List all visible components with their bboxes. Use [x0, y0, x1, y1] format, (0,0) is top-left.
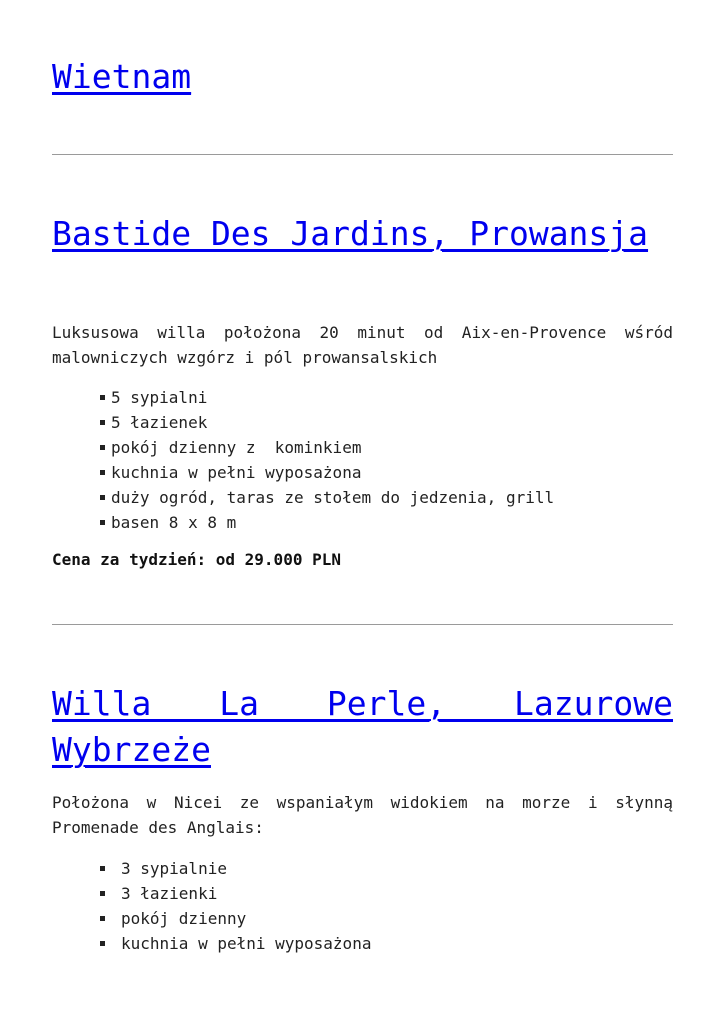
list-item-label: 5 łazienek	[111, 413, 208, 432]
bullet-icon	[100, 395, 105, 400]
title-link[interactable]: Willa La Perle, Lazurowe Wybrzeże	[52, 684, 673, 769]
list-item-label: pokój dzienny	[121, 909, 247, 928]
list-item-label: basen 8 x 8 m	[111, 513, 237, 532]
bullet-icon	[100, 470, 105, 475]
bullet-icon	[100, 866, 105, 871]
list-item-label: 5 sypialni	[111, 388, 208, 407]
list-item-label: 3 sypialnie	[121, 859, 227, 878]
title-link[interactable]: Bastide Des Jardins, Prowansja	[52, 214, 649, 253]
divider	[52, 154, 673, 155]
feature-list	[100, 856, 660, 956]
list-item	[100, 906, 660, 931]
list-item	[100, 410, 660, 435]
price-label: Cena za tydzień: od 29.000 PLN	[52, 550, 341, 569]
list-item-label: kuchnia w pełni wyposażona	[111, 463, 362, 482]
list-item-label: duży ogród, taras ze stołem do jedzenia, grill	[111, 488, 555, 507]
list-item	[100, 460, 660, 485]
section-title-wietnam[interactable]	[52, 54, 673, 100]
bullet-icon	[100, 520, 105, 525]
list-item-label: kuchnia w pełni wyposażona	[121, 934, 372, 953]
list-item	[100, 931, 660, 956]
list-item	[100, 510, 660, 535]
title-link[interactable]: Wietnam	[52, 57, 192, 96]
section-title-la-perle[interactable]	[52, 681, 673, 773]
bullet-icon	[100, 891, 105, 896]
section-description: Położona w Nicei ze wspaniałym widokiem na morze i słynną Promenade des Anglais:	[52, 793, 673, 837]
section-description: Luksusowa willa położona 20 minut od Aix-en-Provence wśród malowniczych wzgórz i pól prowansalskich	[52, 323, 673, 367]
list-item-label: pokój dzienny z kominkiem	[111, 438, 362, 457]
feature-list	[100, 385, 660, 535]
list-item	[100, 385, 660, 410]
bullet-icon	[100, 445, 105, 450]
list-item	[100, 881, 660, 906]
bullet-icon	[100, 941, 105, 946]
bullet-icon	[100, 916, 105, 921]
divider	[52, 624, 673, 625]
section-title-bastide[interactable]	[52, 211, 673, 257]
list-item	[100, 856, 660, 881]
list-item	[100, 435, 660, 460]
list-item-label: 3 łazienki	[121, 884, 218, 903]
list-item	[100, 485, 660, 510]
bullet-icon	[100, 495, 105, 500]
bullet-icon	[100, 420, 105, 425]
